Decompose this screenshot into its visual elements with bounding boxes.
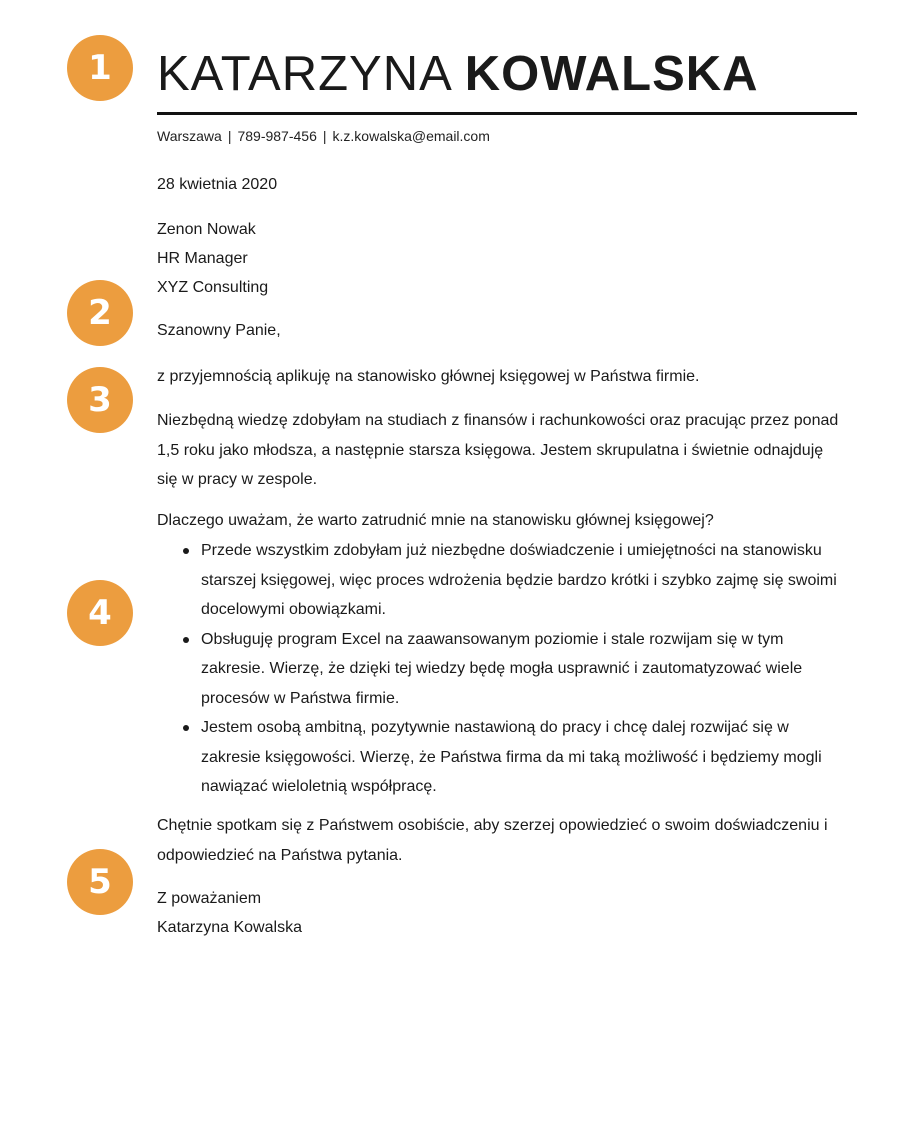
bullet-dot	[183, 548, 189, 554]
last-name: KOWALSKA	[464, 47, 759, 101]
contact-separator: |	[322, 128, 327, 144]
recipient-title: HR Manager	[157, 250, 248, 267]
letter-date: 28 kwietnia 2020	[157, 176, 278, 193]
contact-separator: |	[227, 128, 232, 144]
recipient-name: Zenon Nowak	[157, 221, 256, 238]
list-item-text: Obsługuję program Excel na zaawansowanym poziomie i stale rozwijam się w tym zakresie. Wierzę, że dzięki tej wiedzy będę mogła usprawnić i zautomatyzować wiele procesów w Państwa firmie.	[201, 630, 803, 707]
list-item-text: Przede wszystkim zdobyłam już niezbędne doświadczenie i umiejętności na stanowisku starszej księgowej, więc proces wdrożenia będzie bardzo krótki i szybko zajmę się swoimi docelowymi obowiązkami.	[201, 542, 837, 618]
reasons-list	[157, 536, 847, 802]
step-badge-3: 3	[67, 367, 133, 433]
closing-paragraph: Chętnie spotkam się z Państwem osobiście, aby szerzej opowiedzieć o swoim doświadczeniu i odpowiedzieć na Państwa pytania.	[157, 817, 828, 864]
question-line: Dlaczego uważam, że warto zatrudnić mnie na stanowisku głównej księgowej?	[157, 512, 714, 529]
applicant-name	[157, 48, 759, 100]
list-item	[201, 625, 847, 714]
step-badge-2: 2	[67, 280, 133, 346]
bullet-dot	[183, 725, 189, 731]
sign-off: Z poważaniem	[157, 890, 262, 907]
step-badge-5: 5	[67, 849, 133, 915]
recipient-company: XYZ Consulting	[157, 279, 269, 296]
contact-city: Warszawa	[157, 128, 222, 144]
header-divider	[157, 112, 857, 115]
contact-email: k.z.kowalska@email.com	[332, 128, 490, 144]
step-badge-4: 4	[67, 580, 133, 646]
list-item	[201, 536, 847, 625]
list-item-text: Jestem osobą ambitną, pozytywnie nastawioną do pracy i chcę dalej rozwijać się w zakresie księgowości. Wierzę, że Państwa firma da mi taką możliwość i będziemy mogli nawiązać wieloletnią współpracę.	[201, 719, 822, 795]
step-badge-1: 1	[67, 35, 133, 101]
first-name: KATARZYNA	[157, 47, 451, 101]
bullet-dot	[183, 637, 189, 643]
contact-phone: 789-987-456	[237, 128, 317, 144]
contact-line	[157, 128, 490, 144]
greeting: Szanowny Panie,	[157, 322, 281, 339]
intro-paragraph: z przyjemnością aplikuję na stanowisko głównej księgowej w Państwa firmie.	[157, 368, 700, 385]
list-item	[201, 713, 847, 802]
signature: Katarzyna Kowalska	[157, 919, 302, 936]
experience-paragraph: Niezbędną wiedzę zdobyłam na studiach z finansów i rachunkowości oraz pracując przez ponad 1,5 roku jako młodsza, a następnie starsza księgowa. Jestem skrupulatna i świetnie odnajduję się w pracy w zespole.	[157, 412, 839, 488]
